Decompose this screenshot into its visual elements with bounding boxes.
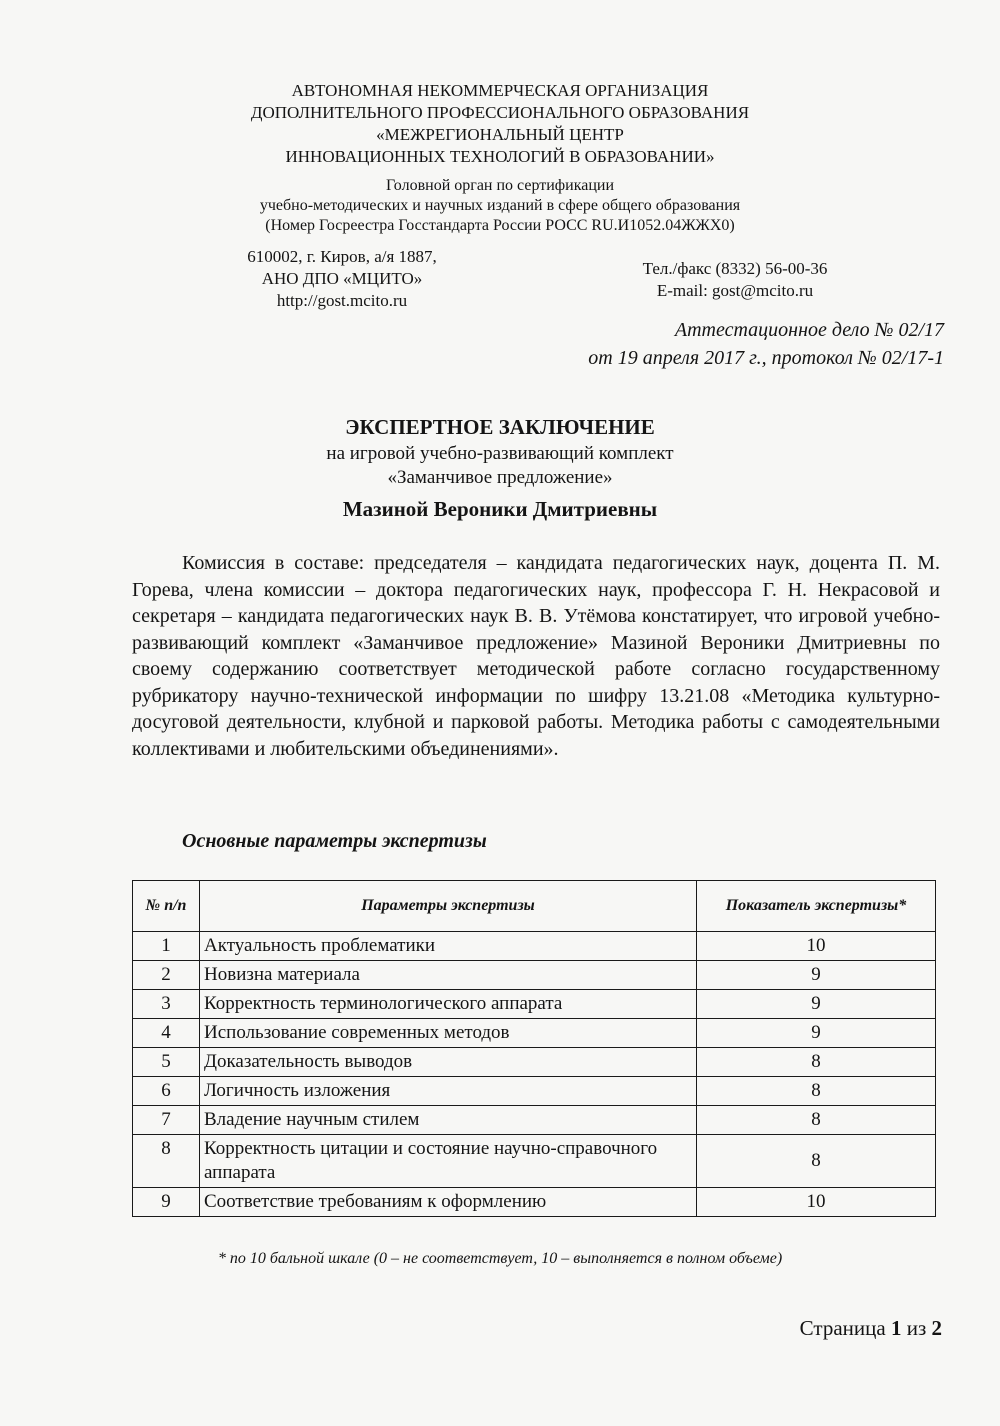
row-parameter: Соответствие требованиям к оформлению [200,1188,697,1217]
attestation-protocol: от 19 апреля 2017 г., протокол № 02/17-1 [588,347,944,369]
page-current: 1 [890,1316,902,1340]
certification-block [0,176,1000,236]
row-score: 9 [697,1019,936,1048]
table-row [133,1019,936,1048]
row-number: 7 [133,1106,200,1135]
address-block [232,246,452,312]
row-parameter: Корректность терминологического аппарата [200,990,697,1019]
email-link[interactable]: E-mail: gost@mcito.ru [656,281,814,300]
website-link[interactable]: http://gost.mcito.ru [276,291,408,310]
postal-address: 610002, г. Киров, а/я 1887, [247,247,437,266]
org-header [0,80,1000,168]
page-number [800,1316,942,1341]
row-number: 9 [133,1188,200,1217]
page-middle: из [901,1316,932,1340]
row-parameter: Корректность цитации и состояние научно-справочного аппарата [200,1135,697,1188]
table-footnote: * по 10 бальной шкале (0 – не соответствует, 10 – выполняется в полном объеме) [217,1250,783,1267]
table-row [133,932,936,961]
row-number: 5 [133,1048,200,1077]
row-score: 9 [697,990,936,1019]
org-short-name: АНО ДПО «МЦИТО» [261,269,423,288]
row-score: 10 [697,1188,936,1217]
row-number: 8 [133,1135,200,1188]
row-parameter: Доказательность выводов [200,1048,697,1077]
table-row [133,1077,936,1106]
page-prefix: Страница [799,1316,891,1340]
row-score: 8 [697,1048,936,1077]
cert-line: Головной орган по сертификации [385,177,615,194]
row-parameter: Владение научным стилем [200,1106,697,1135]
cert-line: (Номер Госреестра Госстандарта России РОСС RU.И1052.04ЖЖХ0) [265,217,735,234]
row-number: 4 [133,1019,200,1048]
row-number: 6 [133,1077,200,1106]
table-row [133,990,936,1019]
contact-block [610,258,860,302]
subtitle-line: на игровой учебно-развивающий комплект [326,443,674,464]
header-number: № п/п [133,881,200,932]
header-score: Показатель экспертизы* [697,881,936,932]
org-line: «МЕЖРЕГИОНАЛЬНЫЙ ЦЕНТР [376,125,624,144]
table-row [133,1106,936,1135]
row-number: 3 [133,990,200,1019]
document-title: ЭКСПЕРТНОЕ ЗАКЛЮЧЕНИЕ [345,415,655,439]
page-total: 2 [931,1316,942,1340]
table-header-row [133,881,936,932]
body-paragraph: Комиссия в составе: председателя – кандидата педагогических наук, доцента П. М. Горева, члена комиссии – доктора педагогических наук, профессора Г. Н. Некрасовой и секретаря – кандидата педагогических наук В. В. Утёмова констатирует, что игровой учебно-развивающий комплект «Заманчивое предложение» Мазиной Вероники Дмитриевны по своему содержанию соответствует методической работе согласно государственному рубрикатору научно-технической информации по шифру 13.21.08 «Методика культурно-досуговой деятельности, клубной и парковой работы. Методика работы с самодеятельными коллективами и любительскими объединениями». [132,552,940,760]
author-name: Мазиной Вероники Дмитриевны [342,497,658,521]
row-parameter: Актуальность проблематики [200,932,697,961]
table-row [133,1048,936,1077]
phone-fax: Тел./факс (8332) 56-00-36 [642,259,828,278]
row-number: 1 [133,932,200,961]
org-line: АВТОНОМНАЯ НЕКОММЕРЧЕСКАЯ ОРГАНИЗАЦИЯ [291,81,709,100]
row-parameter: Новизна материала [200,961,697,990]
table-row [133,1135,936,1188]
row-score: 8 [697,1106,936,1135]
org-line: ИННОВАЦИОННЫХ ТЕХНОЛОГИЙ В ОБРАЗОВАНИИ» [285,147,715,166]
row-number: 2 [133,961,200,990]
attestation-case: Аттестационное дело № 02/17 [674,319,944,341]
row-parameter: Использование современных методов [200,1019,697,1048]
subtitle-line: «Заманчивое предложение» [387,467,613,488]
row-score: 10 [697,932,936,961]
row-score: 8 [697,1077,936,1106]
org-line: ДОПОЛНИТЕЛЬНОГО ПРОФЕССИОНАЛЬНОГО ОБРАЗОВАНИЯ [250,103,750,122]
row-parameter: Логичность изложения [200,1077,697,1106]
section-title: Основные параметры экспертизы [182,830,487,852]
cert-line: учебно-методических и научных изданий в сфере общего образования [259,197,741,214]
header-parameter: Параметры экспертизы [200,881,697,932]
attestation-info [588,316,944,372]
row-score: 8 [697,1135,936,1188]
document-subtitle [0,442,1000,490]
row-score: 9 [697,961,936,990]
parameters-table [132,880,936,1217]
table-row [133,961,936,990]
table-row [133,1188,936,1217]
